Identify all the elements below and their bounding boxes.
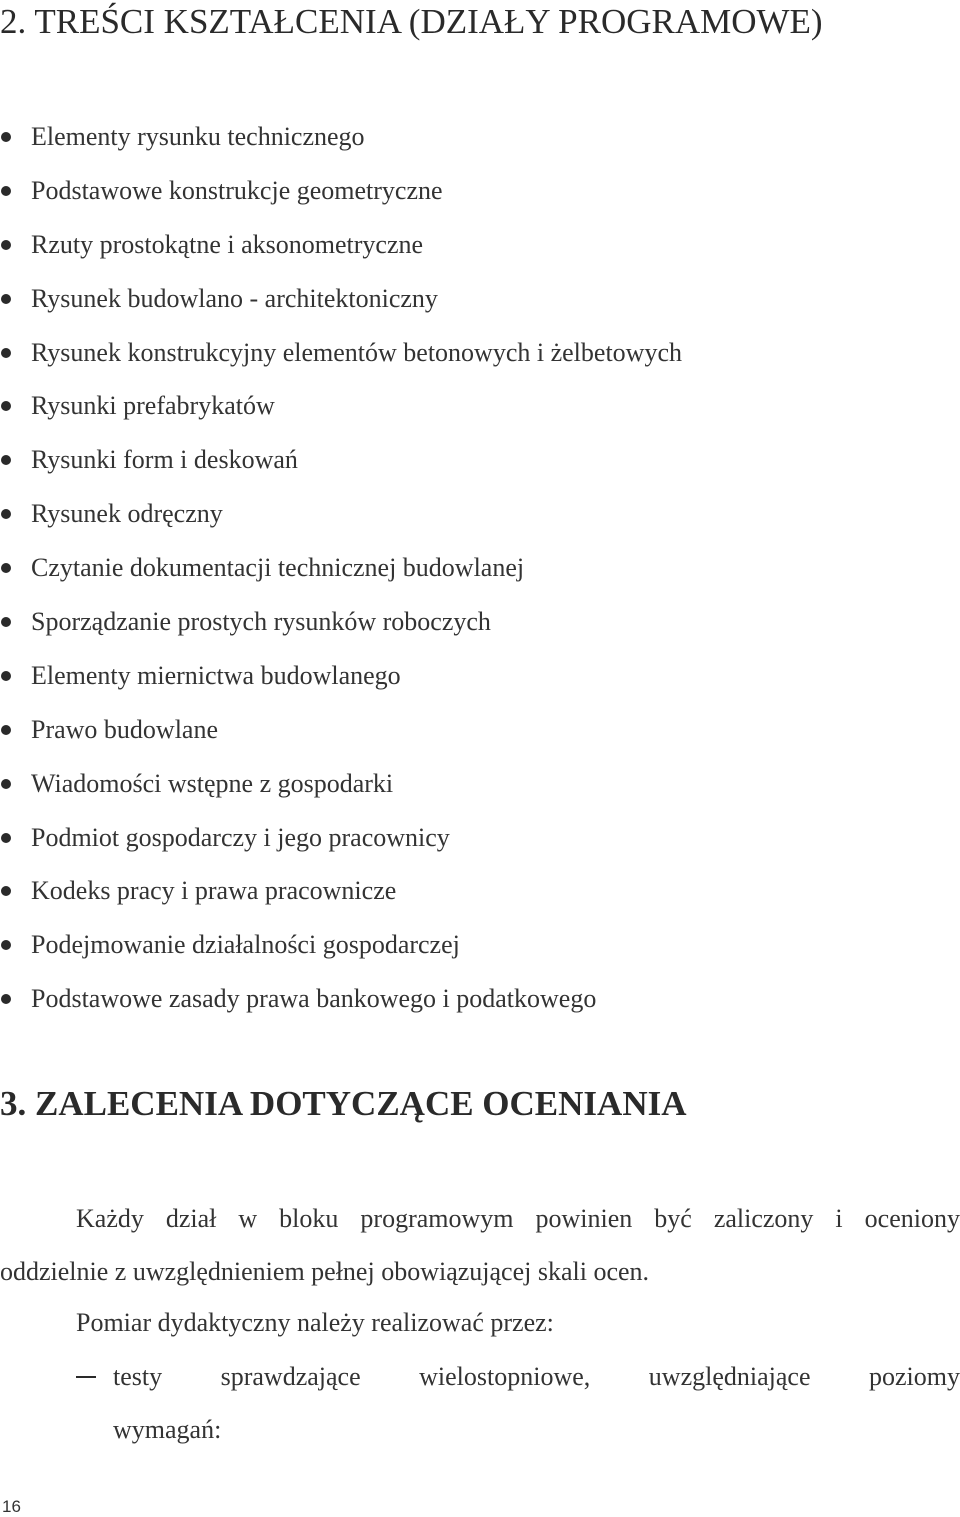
list-item xyxy=(0,918,682,972)
bullet-icon xyxy=(1,563,11,573)
word: bloku xyxy=(279,1204,339,1233)
list-item-label: Podmiot gospodarczy i jego pracownicy xyxy=(31,822,450,852)
list-item-label: Prawo budowlane xyxy=(31,714,219,744)
word: w xyxy=(238,1204,258,1233)
word: Każdy xyxy=(76,1204,144,1233)
list-item-label: Podstawowe konstrukcje geometryczne xyxy=(31,175,443,205)
list-item-label: Wiadomości wstępne z gospodarki xyxy=(31,768,394,798)
list-item xyxy=(0,595,682,649)
dash-list-item xyxy=(76,1360,960,1394)
list-item-label: Rysunek odręczny xyxy=(31,499,223,529)
word: programowym xyxy=(360,1204,514,1233)
list-item xyxy=(0,541,682,595)
list-item xyxy=(0,864,682,918)
section-3-heading: 3. ZALECENIA DOTYCZĄCE OCENIANIA xyxy=(0,1084,687,1123)
bullet-icon xyxy=(1,833,11,843)
word: i xyxy=(835,1204,843,1233)
list-item-label: Elementy rysunku technicznego xyxy=(31,122,365,151)
assessment-paragraph-line-2: oddzielnie z uwzględnieniem pełnej obowiązującej skali ocen. xyxy=(0,1257,650,1286)
list-item xyxy=(0,757,682,811)
list-item-label: Podejmowanie działalności gospodarczej xyxy=(31,930,460,960)
list-item-label: Rysunek budowlano - architektoniczny xyxy=(31,283,438,313)
bullet-icon xyxy=(1,671,11,681)
list-item xyxy=(0,703,682,757)
list-item xyxy=(0,487,682,541)
word: powinien xyxy=(535,1204,633,1233)
bullet-icon xyxy=(1,779,11,789)
bullet-icon xyxy=(1,401,11,411)
word: oceniony xyxy=(864,1204,960,1233)
assessment-paragraph-line-1 xyxy=(76,1202,960,1236)
list-item-label: Rysunek konstrukcyjny elementów betonowych i żelbetowych xyxy=(31,337,682,367)
measurement-paragraph: Pomiar dydaktyczny należy realizować przez: xyxy=(76,1308,554,1337)
bullet-icon xyxy=(1,294,11,304)
word: dział xyxy=(165,1204,217,1233)
bullet-icon xyxy=(1,886,11,896)
bullet-icon xyxy=(1,348,11,358)
bullet-icon xyxy=(1,455,11,465)
word: wielostopniowe, xyxy=(419,1362,591,1391)
list-item-label: Rysunki form i deskowań xyxy=(31,445,298,475)
dash-item-line-1 xyxy=(113,1360,960,1394)
program-topics-list xyxy=(0,110,682,1026)
bullet-icon xyxy=(1,240,11,250)
dash-bullet-icon xyxy=(76,1376,96,1378)
bullet-icon xyxy=(1,617,11,627)
bullet-icon xyxy=(1,725,11,735)
list-item xyxy=(0,379,682,433)
bullet-icon xyxy=(1,509,11,519)
list-item-label: Elementy miernictwa budowlanego xyxy=(31,660,401,690)
list-item xyxy=(0,272,682,326)
list-item xyxy=(0,110,682,164)
list-item xyxy=(0,811,682,865)
bullet-icon xyxy=(1,132,11,142)
word: sprawdzające xyxy=(220,1362,361,1391)
bullet-icon xyxy=(1,940,11,950)
bullet-icon xyxy=(1,994,11,1004)
list-item xyxy=(0,649,682,703)
list-item-label: Rysunki prefabrykatów xyxy=(31,391,275,421)
list-item-label: Sporządzanie prostych rysunków roboczych xyxy=(31,607,491,637)
list-item xyxy=(0,326,682,380)
bullet-icon xyxy=(1,186,11,196)
word: być xyxy=(654,1204,692,1233)
list-item xyxy=(0,972,682,1026)
word: poziomy xyxy=(868,1362,960,1391)
dash-item-line-2: wymagań: xyxy=(113,1415,222,1444)
list-item xyxy=(0,164,682,218)
list-item xyxy=(0,433,682,487)
list-item xyxy=(0,218,682,272)
page-number: 16 xyxy=(2,1497,21,1516)
section-2-heading: 2. TREŚCI KSZTAŁCENIA (DZIAŁY PROGRAMOWE) xyxy=(0,2,823,41)
list-item-label: Kodeks pracy i prawa pracownicze xyxy=(31,876,397,906)
word: testy xyxy=(113,1362,163,1391)
list-item-label: Czytanie dokumentacji technicznej budowlanej xyxy=(31,553,525,583)
word: uwzględniające xyxy=(648,1362,811,1391)
word: zaliczony xyxy=(713,1204,814,1233)
list-item-label: Rzuty prostokątne i aksonometryczne xyxy=(31,229,424,259)
list-item-label: Podstawowe zasady prawa bankowego i podatkowego xyxy=(31,984,597,1014)
